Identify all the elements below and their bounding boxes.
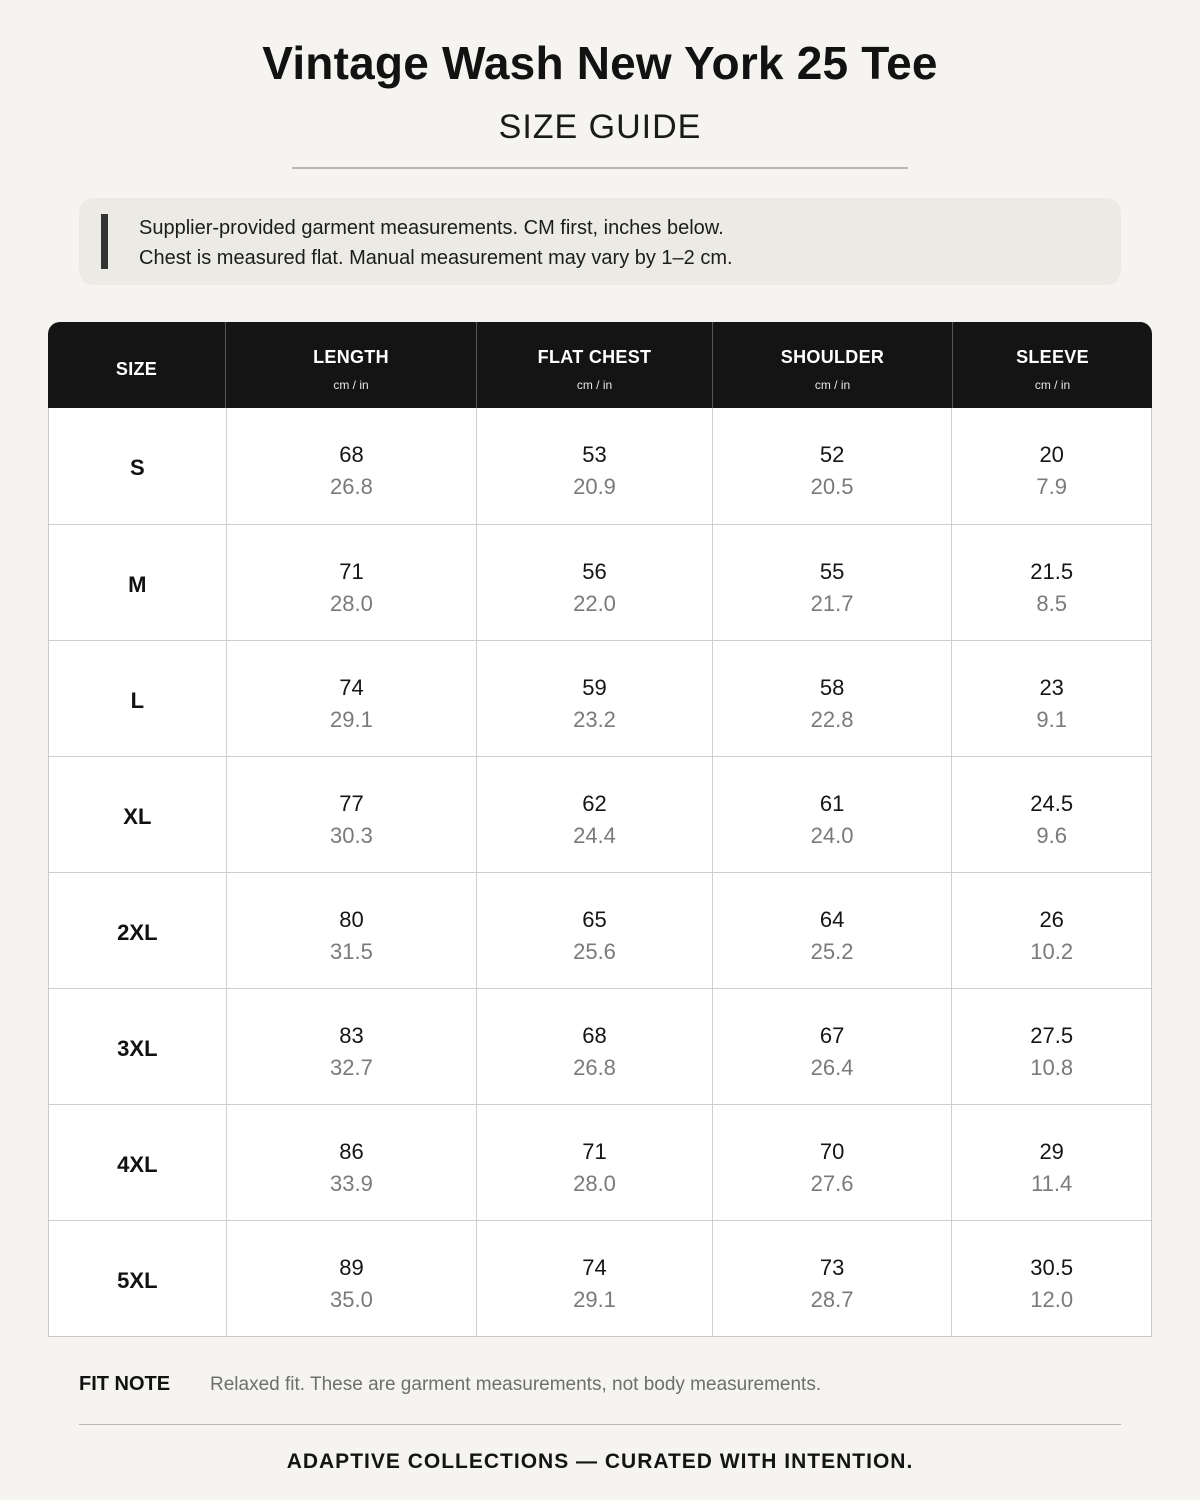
measurement-cell bbox=[226, 408, 477, 524]
cm-value: 70 bbox=[819, 1139, 845, 1164]
fit-note-text: Relaxed fit. These are garment measurements, not body measurements. bbox=[210, 1374, 822, 1395]
footer-tagline: ADAPTIVE COLLECTIONS — CURATED WITH INTENTION. bbox=[286, 1450, 914, 1473]
inch-value: 28.0 bbox=[330, 591, 373, 616]
inch-value: 26.8 bbox=[330, 474, 373, 499]
header-unit: cm / in bbox=[576, 378, 613, 392]
measurement-cell bbox=[226, 641, 477, 756]
size-label: 2XL bbox=[117, 920, 158, 945]
inch-value: 32.7 bbox=[330, 1055, 373, 1080]
inch-value: 23.2 bbox=[573, 707, 616, 732]
size-label: 3XL bbox=[117, 1036, 158, 1061]
measurement-cell bbox=[712, 1105, 952, 1220]
cm-value: 61 bbox=[819, 791, 845, 816]
measurement-cell bbox=[476, 989, 712, 1104]
cm-value: 24.5 bbox=[1030, 791, 1074, 816]
size-cell bbox=[49, 641, 226, 756]
measurement-cell bbox=[712, 757, 952, 872]
table-row bbox=[49, 1104, 1151, 1220]
table-header bbox=[48, 322, 1152, 408]
measurement-cell bbox=[476, 408, 712, 524]
note-line-2: Chest is measured flat. Manual measurement may vary by 1–2 cm. bbox=[139, 247, 733, 269]
header-shoulder bbox=[712, 322, 952, 408]
size-cell bbox=[49, 525, 226, 640]
page-title: Vintage Wash New York 25 Tee bbox=[262, 37, 938, 89]
cm-value: 89 bbox=[339, 1255, 364, 1280]
cm-value: 55 bbox=[819, 559, 845, 584]
cm-value: 53 bbox=[582, 442, 607, 467]
inch-value: 24.4 bbox=[573, 823, 616, 848]
header-unit: cm / in bbox=[333, 378, 369, 392]
header-label: SIZE bbox=[115, 359, 158, 379]
size-label: L bbox=[130, 688, 145, 713]
inch-value: 25.2 bbox=[810, 939, 854, 964]
cm-value: 74 bbox=[582, 1255, 607, 1280]
measurement-cell bbox=[226, 525, 477, 640]
cm-value: 29 bbox=[1039, 1139, 1064, 1164]
cm-value: 59 bbox=[582, 675, 607, 700]
table-row bbox=[49, 524, 1151, 640]
cm-value: 52 bbox=[819, 442, 845, 467]
cm-value: 71 bbox=[339, 559, 364, 584]
inch-value: 31.5 bbox=[330, 939, 373, 964]
table-body bbox=[48, 408, 1152, 1337]
measurement-cell bbox=[476, 757, 712, 872]
header-size bbox=[48, 322, 225, 408]
header-length bbox=[225, 322, 476, 408]
cm-value: 73 bbox=[819, 1255, 845, 1280]
header-unit: cm / in bbox=[1034, 378, 1071, 392]
measurement-cell bbox=[951, 525, 1151, 640]
inch-value: 9.6 bbox=[1036, 823, 1067, 848]
size-label: S bbox=[129, 455, 145, 480]
info-note bbox=[79, 198, 1121, 285]
title-divider bbox=[292, 167, 908, 169]
size-label: 5XL bbox=[117, 1268, 158, 1293]
header-sleeve bbox=[952, 322, 1152, 408]
cm-value: 80 bbox=[339, 907, 364, 932]
measurement-cell bbox=[951, 641, 1151, 756]
measurement-cell bbox=[712, 873, 952, 988]
header-label: LENGTH bbox=[313, 347, 389, 367]
table-row bbox=[49, 756, 1151, 872]
measurement-cell bbox=[226, 757, 477, 872]
header-label: SHOULDER bbox=[780, 347, 885, 367]
inch-value: 20.5 bbox=[810, 474, 854, 499]
inch-value: 10.8 bbox=[1030, 1055, 1074, 1080]
cm-value: 74 bbox=[339, 675, 364, 700]
inch-value: 22.8 bbox=[810, 707, 854, 732]
table-row bbox=[49, 988, 1151, 1104]
inch-value: 26.8 bbox=[573, 1055, 616, 1080]
size-cell bbox=[49, 989, 226, 1104]
measurement-cell bbox=[476, 641, 712, 756]
cm-value: 21.5 bbox=[1030, 559, 1074, 584]
inch-value: 28.0 bbox=[573, 1171, 616, 1196]
cm-value: 67 bbox=[819, 1023, 845, 1048]
inch-value: 26.4 bbox=[810, 1055, 854, 1080]
inch-value: 35.0 bbox=[330, 1287, 373, 1312]
page-subtitle: SIZE GUIDE bbox=[498, 108, 702, 146]
size-label: 4XL bbox=[117, 1152, 158, 1177]
measurement-cell bbox=[226, 1221, 477, 1336]
measurement-cell bbox=[951, 989, 1151, 1104]
inch-value: 29.1 bbox=[330, 707, 373, 732]
size-cell bbox=[49, 1221, 226, 1336]
footer-divider bbox=[79, 1424, 1121, 1425]
measurement-cell bbox=[476, 1105, 712, 1220]
inch-value: 30.3 bbox=[330, 823, 373, 848]
cm-value: 68 bbox=[582, 1023, 607, 1048]
measurement-cell bbox=[712, 1221, 952, 1336]
inch-value: 20.9 bbox=[573, 474, 616, 499]
measurement-cell bbox=[951, 1105, 1151, 1220]
cm-value: 62 bbox=[582, 791, 607, 816]
measurement-cell bbox=[951, 757, 1151, 872]
cm-value: 68 bbox=[339, 442, 364, 467]
header-label: FLAT CHEST bbox=[537, 347, 652, 367]
cm-value: 58 bbox=[819, 675, 845, 700]
size-table bbox=[48, 322, 1152, 1337]
inch-value: 10.2 bbox=[1030, 939, 1074, 964]
measurement-cell bbox=[476, 873, 712, 988]
table-row bbox=[49, 408, 1151, 524]
cm-value: 71 bbox=[582, 1139, 607, 1164]
size-cell bbox=[49, 1105, 226, 1220]
measurement-cell bbox=[951, 1221, 1151, 1336]
cm-value: 65 bbox=[582, 907, 607, 932]
measurement-cell bbox=[951, 873, 1151, 988]
inch-value: 12.0 bbox=[1030, 1287, 1074, 1312]
size-cell bbox=[49, 873, 226, 988]
size-cell bbox=[49, 757, 226, 872]
inch-value: 27.6 bbox=[810, 1171, 854, 1196]
inch-value: 22.0 bbox=[573, 591, 616, 616]
cm-value: 77 bbox=[339, 791, 364, 816]
cm-value: 26 bbox=[1039, 907, 1064, 932]
size-label: XL bbox=[123, 804, 152, 829]
size-label: M bbox=[128, 572, 147, 597]
measurement-cell bbox=[712, 408, 952, 524]
inch-value: 7.9 bbox=[1036, 474, 1067, 499]
measurement-cell bbox=[476, 525, 712, 640]
cm-value: 27.5 bbox=[1030, 1023, 1074, 1048]
inch-value: 28.7 bbox=[810, 1287, 854, 1312]
inch-value: 29.1 bbox=[573, 1287, 616, 1312]
measurement-cell bbox=[712, 989, 952, 1104]
header-flat-chest bbox=[476, 322, 712, 408]
table-row bbox=[49, 872, 1151, 988]
cm-value: 86 bbox=[339, 1139, 364, 1164]
cm-value: 56 bbox=[582, 559, 607, 584]
measurement-cell bbox=[712, 525, 952, 640]
measurement-cell bbox=[226, 989, 477, 1104]
size-cell bbox=[49, 408, 226, 524]
table-row bbox=[49, 640, 1151, 756]
inch-value: 8.5 bbox=[1036, 591, 1067, 616]
measurement-cell bbox=[226, 1105, 477, 1220]
inch-value: 33.9 bbox=[330, 1171, 373, 1196]
inch-value: 9.1 bbox=[1036, 707, 1067, 732]
cm-value: 30.5 bbox=[1030, 1255, 1074, 1280]
inch-value: 25.6 bbox=[573, 939, 616, 964]
cm-value: 20 bbox=[1039, 442, 1064, 467]
header-unit: cm / in bbox=[814, 378, 851, 392]
fit-note-label: FIT NOTE bbox=[79, 1373, 171, 1395]
note-accent-bar bbox=[101, 214, 108, 269]
inch-value: 21.7 bbox=[810, 591, 854, 616]
cm-value: 64 bbox=[819, 907, 845, 932]
measurement-cell bbox=[712, 641, 952, 756]
cm-value: 83 bbox=[339, 1023, 364, 1048]
inch-value: 24.0 bbox=[810, 823, 854, 848]
measurement-cell bbox=[226, 873, 477, 988]
table-row bbox=[49, 1220, 1151, 1336]
cm-value: 23 bbox=[1039, 675, 1064, 700]
header-label: SLEEVE bbox=[1016, 347, 1089, 367]
measurement-cell bbox=[951, 408, 1151, 524]
measurement-cell bbox=[476, 1221, 712, 1336]
note-line-1: Supplier-provided garment measurements. CM first, inches below. bbox=[139, 217, 724, 239]
inch-value: 11.4 bbox=[1031, 1171, 1073, 1196]
